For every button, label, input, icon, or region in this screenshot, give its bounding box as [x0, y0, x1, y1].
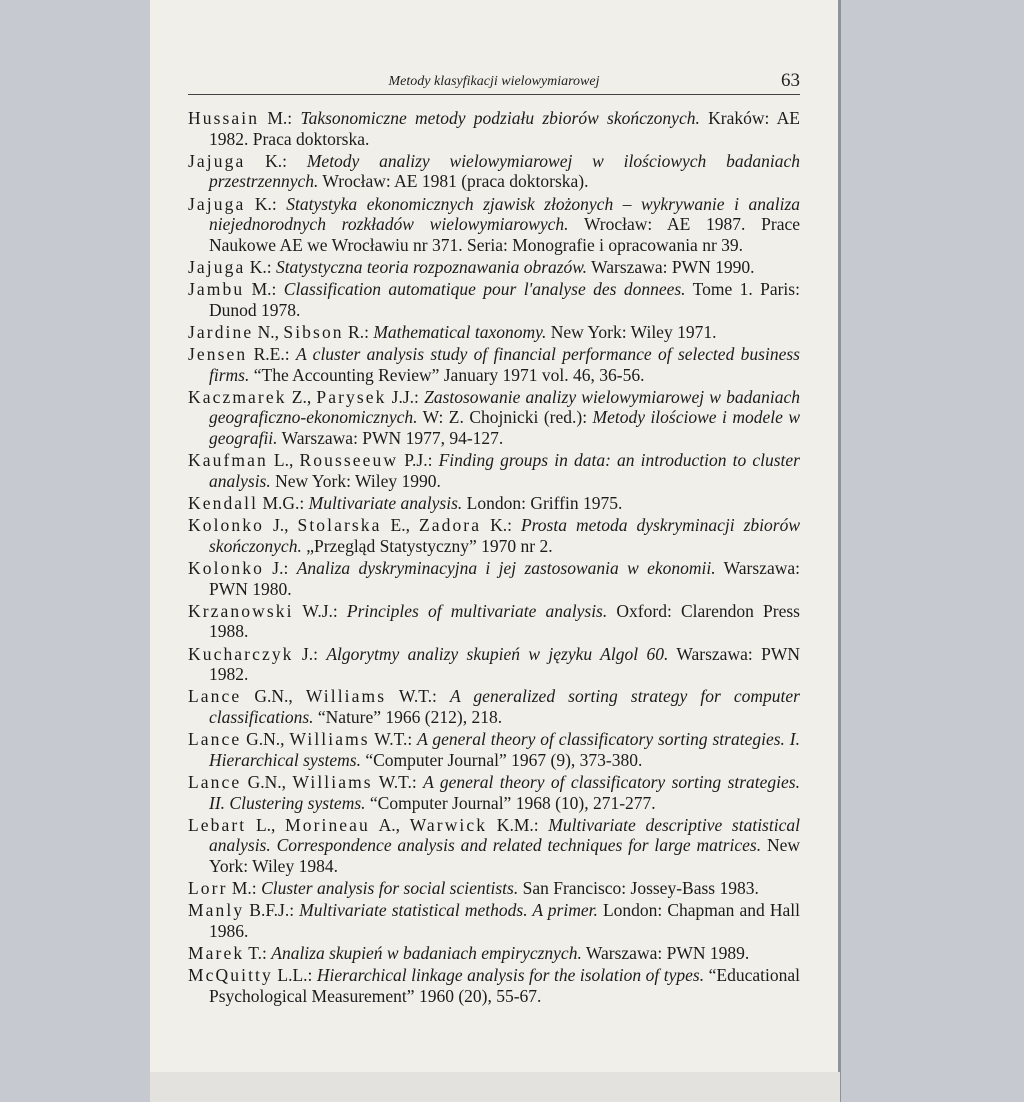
entry-text: M.: [259, 108, 301, 128]
bibliography-entry [188, 108, 800, 149]
bibliography-entry [188, 344, 800, 385]
bibliography-entry [188, 601, 800, 642]
entry-text: Oxford: Clarendon Press 1988. [209, 600, 800, 642]
entry-author: Jajuga [188, 193, 246, 214]
entry-text: Warszawa: PWN 1977, 94-127. [277, 428, 504, 449]
bibliography-entry [188, 515, 800, 556]
entry-text: J.: [263, 558, 297, 578]
entry-text: P.J.: [398, 450, 439, 471]
page-number: 63 [781, 70, 800, 91]
entry-author: Manly [188, 900, 245, 921]
entry-title: Analiza dyskryminacyjna i jej zastosowania w ekonomii. [296, 558, 716, 578]
entry-author: Jensen [188, 344, 248, 365]
entry-text: W.J.: [293, 600, 347, 621]
entry-text: L., [246, 814, 286, 835]
entry-text: New York: Wiley 1984. [209, 835, 800, 876]
entry-text: Kraków: AE 1982. Praca doktorska. [209, 108, 800, 149]
bibliography-entry [188, 194, 800, 256]
entry-title: Hierarchical linkage analysis for the isolation of types. [316, 965, 705, 986]
entry-text: New York: Wiley 1971. [546, 321, 717, 342]
entry-author: Krzanowski [188, 600, 294, 621]
entry-author: Sibson [283, 321, 344, 342]
bibliography-entry [188, 558, 800, 599]
bibliography-entry [188, 644, 800, 685]
entry-author: Kolonko [188, 558, 264, 578]
bibliography-entry [188, 815, 800, 877]
entry-text: Warszawa: PWN 1982. [209, 643, 800, 685]
entry-text: Tome 1. Paris: Dunod 1978. [209, 279, 800, 320]
running-head: Metody klasyfikacji wielowymiarowej [388, 74, 600, 89]
entry-text: J.J.: [386, 386, 425, 407]
entry-title: Zastosowanie analizy wielowymiarowej w badaniach geograficzno-ekonomicznych. [209, 386, 800, 428]
bibliography-entry [188, 322, 800, 343]
bibliography-entry [188, 900, 800, 941]
entry-title: Cluster analysis for social scientists. [261, 878, 519, 899]
entry-text: Warszawa: PWN 1980. [209, 558, 800, 599]
entry-title: Statystyka ekonomicznych zjawisk złożonych – wykrywanie i analiza niejednorodnych rozkładów wielowymiarowych. [209, 193, 800, 235]
bibliography-entry [188, 686, 800, 727]
entry-author: Hussain [188, 108, 260, 128]
entry-text: San Francisco: Jossey-Bass 1983. [518, 878, 759, 899]
entry-author: Lance [188, 729, 242, 750]
entry-text: K.M.: [487, 814, 549, 835]
entry-author: Kaczmarek [188, 386, 287, 407]
entry-author: Parysek [316, 386, 387, 407]
entry-title: Statystyczna teoria rozpoznawania obrazów. [275, 256, 588, 277]
entry-text: A., [369, 814, 410, 835]
entry-author: Jardine [188, 321, 254, 342]
entry-title: Metody analizy wielowymiarowej w ilościowych badaniach przestrzennych. [209, 150, 800, 192]
bibliography-entry [188, 151, 800, 192]
entry-title: Classification automatique pour l'analyse des donnees. [283, 279, 686, 300]
bibliography-entry [188, 943, 800, 964]
entry-text: New York: Wiley 1990. [270, 470, 441, 491]
entry-author: Stolarska [297, 515, 382, 536]
entry-text: J.: [293, 643, 327, 664]
entry-text: W: Z. Chojnicki (red.): [417, 407, 593, 428]
bibliography-entry [188, 965, 800, 1006]
entry-text: L.L.: [272, 965, 317, 986]
entry-author: Warwick [409, 814, 488, 835]
entry-text: R.: [343, 321, 374, 342]
entry-text: “Nature” 1966 (212), 218. [313, 706, 503, 727]
entry-text: Z., [286, 386, 317, 407]
entry-text: K.: [245, 150, 307, 171]
entry-author: Lance [188, 686, 242, 707]
entry-author: Jambu [188, 279, 245, 300]
entry-title: A generalized sorting strategy for computer classifications. [209, 686, 800, 727]
entry-text: “Computer Journal” 1967 (9), 373-380. [360, 749, 643, 770]
entry-text: G.N., [241, 686, 306, 707]
entry-title: A general theory of classificatory sorting strategies. II. Clustering systems. [209, 771, 800, 813]
entry-text: London: Chapman and Hall 1986. [209, 900, 800, 941]
entry-title: Principles of multivariate analysis. [346, 600, 608, 621]
entry-text: N., [253, 321, 284, 342]
entry-text: M.G.: [258, 493, 309, 514]
bibliography-entry [188, 279, 800, 320]
entry-title: Multivariate statistical methods. A primer. [299, 900, 598, 921]
entry-text: Wrocław: AE 1987. Prace Naukowe AE we Wrocławiu nr 371. Seria: Monografie i opracowania nr 39. [209, 214, 801, 255]
entry-text: B.F.J.: [244, 900, 300, 921]
bibliography-entry [188, 493, 800, 514]
entry-author: Williams [292, 771, 373, 792]
entry-author: Lance [188, 771, 242, 792]
entry-text: Warszawa: PWN 1989. [581, 943, 750, 964]
bibliography-entry [188, 387, 800, 449]
entry-text: W.T.: [386, 686, 450, 707]
page-header [188, 64, 800, 95]
entry-text: G.N., [241, 729, 290, 750]
entry-text: R.E.: [247, 344, 296, 365]
entry-text: Wrocław: AE 1981 (praca doktorska). [318, 171, 589, 192]
entry-author: Jajuga [188, 256, 246, 277]
entry-text: “Computer Journal” 1968 (10), 271-277. [365, 792, 656, 813]
entry-text: “The Accounting Review” January 1971 vol. 46, 36-56. [249, 364, 645, 385]
entry-text: T.: [244, 943, 272, 964]
entry-text: W.T.: [372, 771, 424, 792]
bibliography-entry [188, 729, 800, 770]
entry-text: W.T.: [369, 729, 418, 750]
entry-author: Williams [289, 729, 370, 750]
entry-author: Marek [188, 943, 245, 964]
entry-text: K.: [245, 193, 287, 214]
entry-text: M.: [244, 279, 284, 300]
entry-author: Rousseeuw [299, 450, 399, 471]
entry-author: Lebart [188, 814, 247, 835]
entry-title: A general theory of classificatory sorting strategies. I. Hierarchical systems. [209, 729, 800, 770]
entry-author: Kendall [188, 493, 259, 514]
entry-author: Zadora [418, 515, 482, 536]
entry-text: E., [381, 515, 419, 536]
entry-author: Jajuga [188, 150, 246, 171]
entry-text: J., [263, 515, 298, 536]
entry-title: A cluster analysis study of financial performance of selected business firms. [209, 344, 800, 385]
entry-title: Taksonomiczne metody podziału zbiorów skończonych. [300, 108, 700, 128]
entry-author: Kolonko [188, 515, 264, 536]
bibliography-entry [188, 772, 800, 813]
entry-title: Multivariate descriptive statistical analysis. Correspondence analysis and related techniques for large matrices. [209, 814, 800, 856]
entry-title: Metody ilościowe i modele w geografii. [209, 407, 800, 449]
entry-text: „Przegląd Statystyczny” 1970 nr 2. [301, 535, 553, 556]
page-edge [838, 0, 841, 1102]
entry-title: Multivariate analysis. [308, 493, 463, 514]
entry-title: Analiza skupień w badaniach empirycznych. [271, 943, 582, 964]
entry-text: K.: [245, 256, 276, 277]
entry-title: Finding groups in data: an introduction to cluster analysis. [209, 450, 800, 491]
page-bottom-shadow [150, 1072, 840, 1102]
entry-text: G.N., [241, 771, 293, 792]
entry-title: Prosta metoda dyskryminacji zbiorów skończonych. [209, 515, 800, 556]
entry-text: London: Griffin 1975. [462, 493, 623, 514]
bibliography-entry [188, 450, 800, 491]
entry-author: Williams [305, 686, 387, 707]
entry-author: Kucharczyk [188, 643, 294, 664]
entry-text: M.: [227, 878, 262, 899]
entry-text: K.: [481, 515, 521, 536]
entry-text: Warszawa: PWN 1990. [587, 256, 755, 277]
entry-author: Lorr [188, 878, 228, 899]
entry-text: L., [267, 450, 300, 471]
entry-author: McQuitty [188, 965, 273, 986]
entry-title: Algorytmy analizy skupień w języku Algol 60. [326, 643, 669, 664]
entry-title: Mathematical taxonomy. [373, 321, 547, 342]
entry-text: “Educational Psychological Measurement” 1960 (20), 55-67. [209, 965, 800, 1006]
bibliography-list [188, 108, 800, 1008]
entry-author: Kaufman [188, 450, 268, 471]
bibliography-entry [188, 257, 800, 278]
entry-author: Morineau [285, 814, 370, 835]
bibliography-entry [188, 878, 800, 899]
